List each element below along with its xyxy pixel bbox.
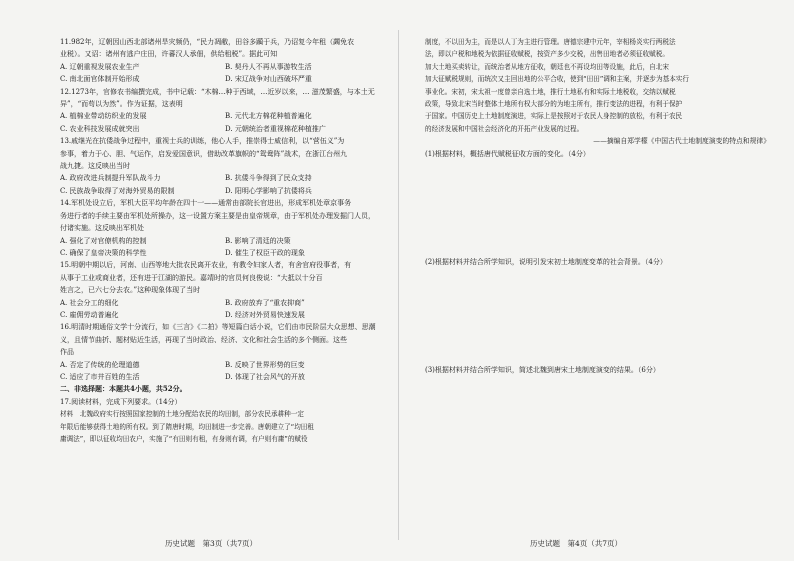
question-13 [60,135,390,197]
options-row [60,247,390,259]
question-line: 义，且情节曲折、题材贴近生活，再现了当时政治、经济、文化和社会生活的多个侧面。这些 [60,335,347,344]
option-d: D. 元朝统治者重视棉花种植推广 [225,124,326,133]
option-a: A. 否定了传统的伦理道德 [60,360,140,369]
option-d: D. 经济对外贸易快速发展 [225,310,305,319]
material-line: 制度，不以田为主，而是以人丁为主进行管理。唐德宗建中元年，宰相杨炎实行两税法 [425,38,676,46]
option-c: C. 农业科技发展成就突出 [60,124,140,133]
options-row [60,73,390,85]
options-row [60,172,390,184]
page-divider [398,30,399,540]
material-block [425,36,770,135]
option-a: A. 社会分工的细化 [60,298,119,307]
material-source: ——摘编自郑学檬《中国古代土地制度演变的特点和规律》 [593,137,770,146]
question-line: 15.明朝中期以后，河南、山西等地大批农民离开农业，有教令妇家人者，有舍官府役事者，有 [60,261,352,270]
option-a: A. 辽朝重视发展农业生产 [60,62,140,71]
option-c: C. 确保了皇帝决策的科学性 [60,248,147,257]
option-d: D. 阳明心学影响了抗倭将兵 [225,186,312,195]
option-b: B. 反映了世界形势的巨变 [225,360,305,369]
material-line: 年限后能够获得土地的所有权。到了隋唐时期，均田制进一步完善。唐朝建立了“均田租 [60,422,314,431]
material-block [60,408,390,445]
question-line: 14.军机处设立后，军机大臣平均年龄在四十一——通常由部院长官进出，形成军机处章京事务 [60,199,352,208]
options-row [60,61,390,73]
right-page [400,0,794,561]
options-row [60,185,390,197]
section-heading: 二、非选择题：本题共4小题，共52分。 [60,384,187,394]
question-line: 付诸实施。这反映出军机处 [60,224,144,233]
option-d: D. 体现了社会风气的开放 [225,372,305,381]
material-line: 加大征赋税规则，而统次又主回出地的公平合收，使到“田田”调和主案，并逐步为基本实行 [425,75,689,84]
options-row [60,123,390,135]
question-11 [60,36,390,86]
option-b: B. 政府放弃了“重农抑商” [225,298,305,307]
question-line: 11.982年，辽朝因山西北部诸州旱灾频仍，“民力凋敝，田谷多躏于兵，乃诏复今年租（蠲免农 [60,38,355,46]
option-b: B. 元代北方棉花种植普遍化 [225,112,312,121]
question-line: 作品 [60,348,74,357]
material-line: 庸调法”，即以征收均田农户，实施了“有田则有租，有身则有调，有户则有庸”的赋役 [60,435,308,443]
question-line: 务进行者的手续主要由军机处所操办，这一设置方案主要是由皇帝规章，由于军机处办理发掘门人员， [60,211,375,220]
material-line: 法，即以户税和地税为依据征收赋税，按资产多少交税，出售田地者必须征收赋税。 [425,50,669,59]
page-footer: 历史试题 第4页（共7页） [530,539,623,548]
material-line: 材料 北魏政府实行按照国家控制的土地分配给农民的均田制，部分农民承耕种一定 [60,410,304,419]
left-column [60,36,390,445]
question-line: 参事，着力于心、胆、气运作，启发爱国意识，借助改革旗帜的“鸳鸯阵”战术，在浙江台州九 [60,149,348,158]
subquestion-2: (2)根据材料并结合所学知识，说明引发宋初土地制度变革的社会背景。（4分） [425,258,667,267]
material-line: 于国家。中国历史上土地制度演进，实际上是按照对于农民人身控制的放松，有利于农民 [425,112,683,121]
option-b: B. 抗倭斗争得到了民众支持 [225,174,312,183]
question-17-heading: 17.阅读材料，完成下列要求。（14分） [60,397,182,406]
options-row [60,309,390,321]
option-c: C. 适应了市井百姓的生活 [60,372,140,381]
option-b: B. 影响了清廷的决策 [225,236,291,245]
option-d: D. 催生了权臣干政的现象 [225,248,305,257]
option-b: B. 契丹人不再从事游牧生活 [225,62,312,71]
question-line: 业税）。又诏：诸州有逃户庄田，许蕃汉人承佃，供给租税”。据此可知 [60,50,278,59]
material-line: 政策，导致北宋当时整体土地所有权大部分的为地主所有，推行变法的进程，有利于保护 [425,100,683,109]
question-line: 姓言之，已六七分去农。”这种现象体现了当时 [60,286,201,295]
question-line: 从事于工业或商业者，还有进于江湖的游民。嘉靖时的官员何良俊说：“大抵以十分百 [60,273,323,282]
answer-space [425,268,770,364]
options-row [60,371,390,383]
options-row [60,235,390,247]
options-row [60,359,390,371]
question-line: 13.戚继光在抗倭战争过程中，重视士兵的训练，他心人手，推崇得士威信利，以“营伍义”为 [60,137,345,146]
option-c: C. 雇佣劳动普遍化 [60,310,119,319]
question-line: 12.1273年，官修农书编撰完成，书中记载：“木棉…种于西域，…近岁以来，… 滋茂繁盛，与本土无 [60,87,375,96]
subquestion-3: (3)根据材料并结合所学知识，简述北魏到唐宋土地制度演变的结果。（6分） [425,366,660,375]
page-footer: 历史试题 第3页（共7页） [165,539,258,548]
option-c: C. 南北面官体制开始形成 [60,75,140,84]
option-a: A. 政府改进兵制提升军队战斗力 [60,174,161,183]
question-16 [60,321,390,383]
question-12 [60,86,390,136]
question-line: 异”，“而苟以为然”。作为证据，这表明 [60,100,183,109]
options-row [60,297,390,309]
answer-space [425,160,770,256]
option-d: D. 宋辽战争对山西破坏严重 [225,75,312,84]
subquestion-1: (1)根据材料，概括唐代赋税征收方面的变化。（4分） [425,149,590,158]
option-a: A. 植棉业带动纺织业的发展 [60,112,147,121]
question-line: 16.明清时期通俗文学十分流行，如《三言》《二拍》等短篇白话小说，它们由市民阶层大众思想、思潮 [60,323,376,332]
options-row [60,110,390,122]
material-line: 的经济发展和中国社会经济化的开拓产业发展的过程。 [425,124,584,133]
question-15 [60,259,390,321]
right-column [425,36,770,377]
option-c: C. 民族战争取得了对海外贸易的限制 [60,186,175,195]
material-line: 加大土地买卖转让，而统治者从地方征收，朝廷也不再设均田等设施，此后，自北宋 [425,62,669,71]
material-line: 事业化。宋初，宋太祖一度曾亲自选土地，推行土地私有和实际土地税收，交纳以赋税 [425,87,676,96]
question-line: 战九捷。这反映出当时 [60,162,130,171]
option-a: A. 强化了对官僚机构的控制 [60,236,147,245]
question-14 [60,197,390,259]
